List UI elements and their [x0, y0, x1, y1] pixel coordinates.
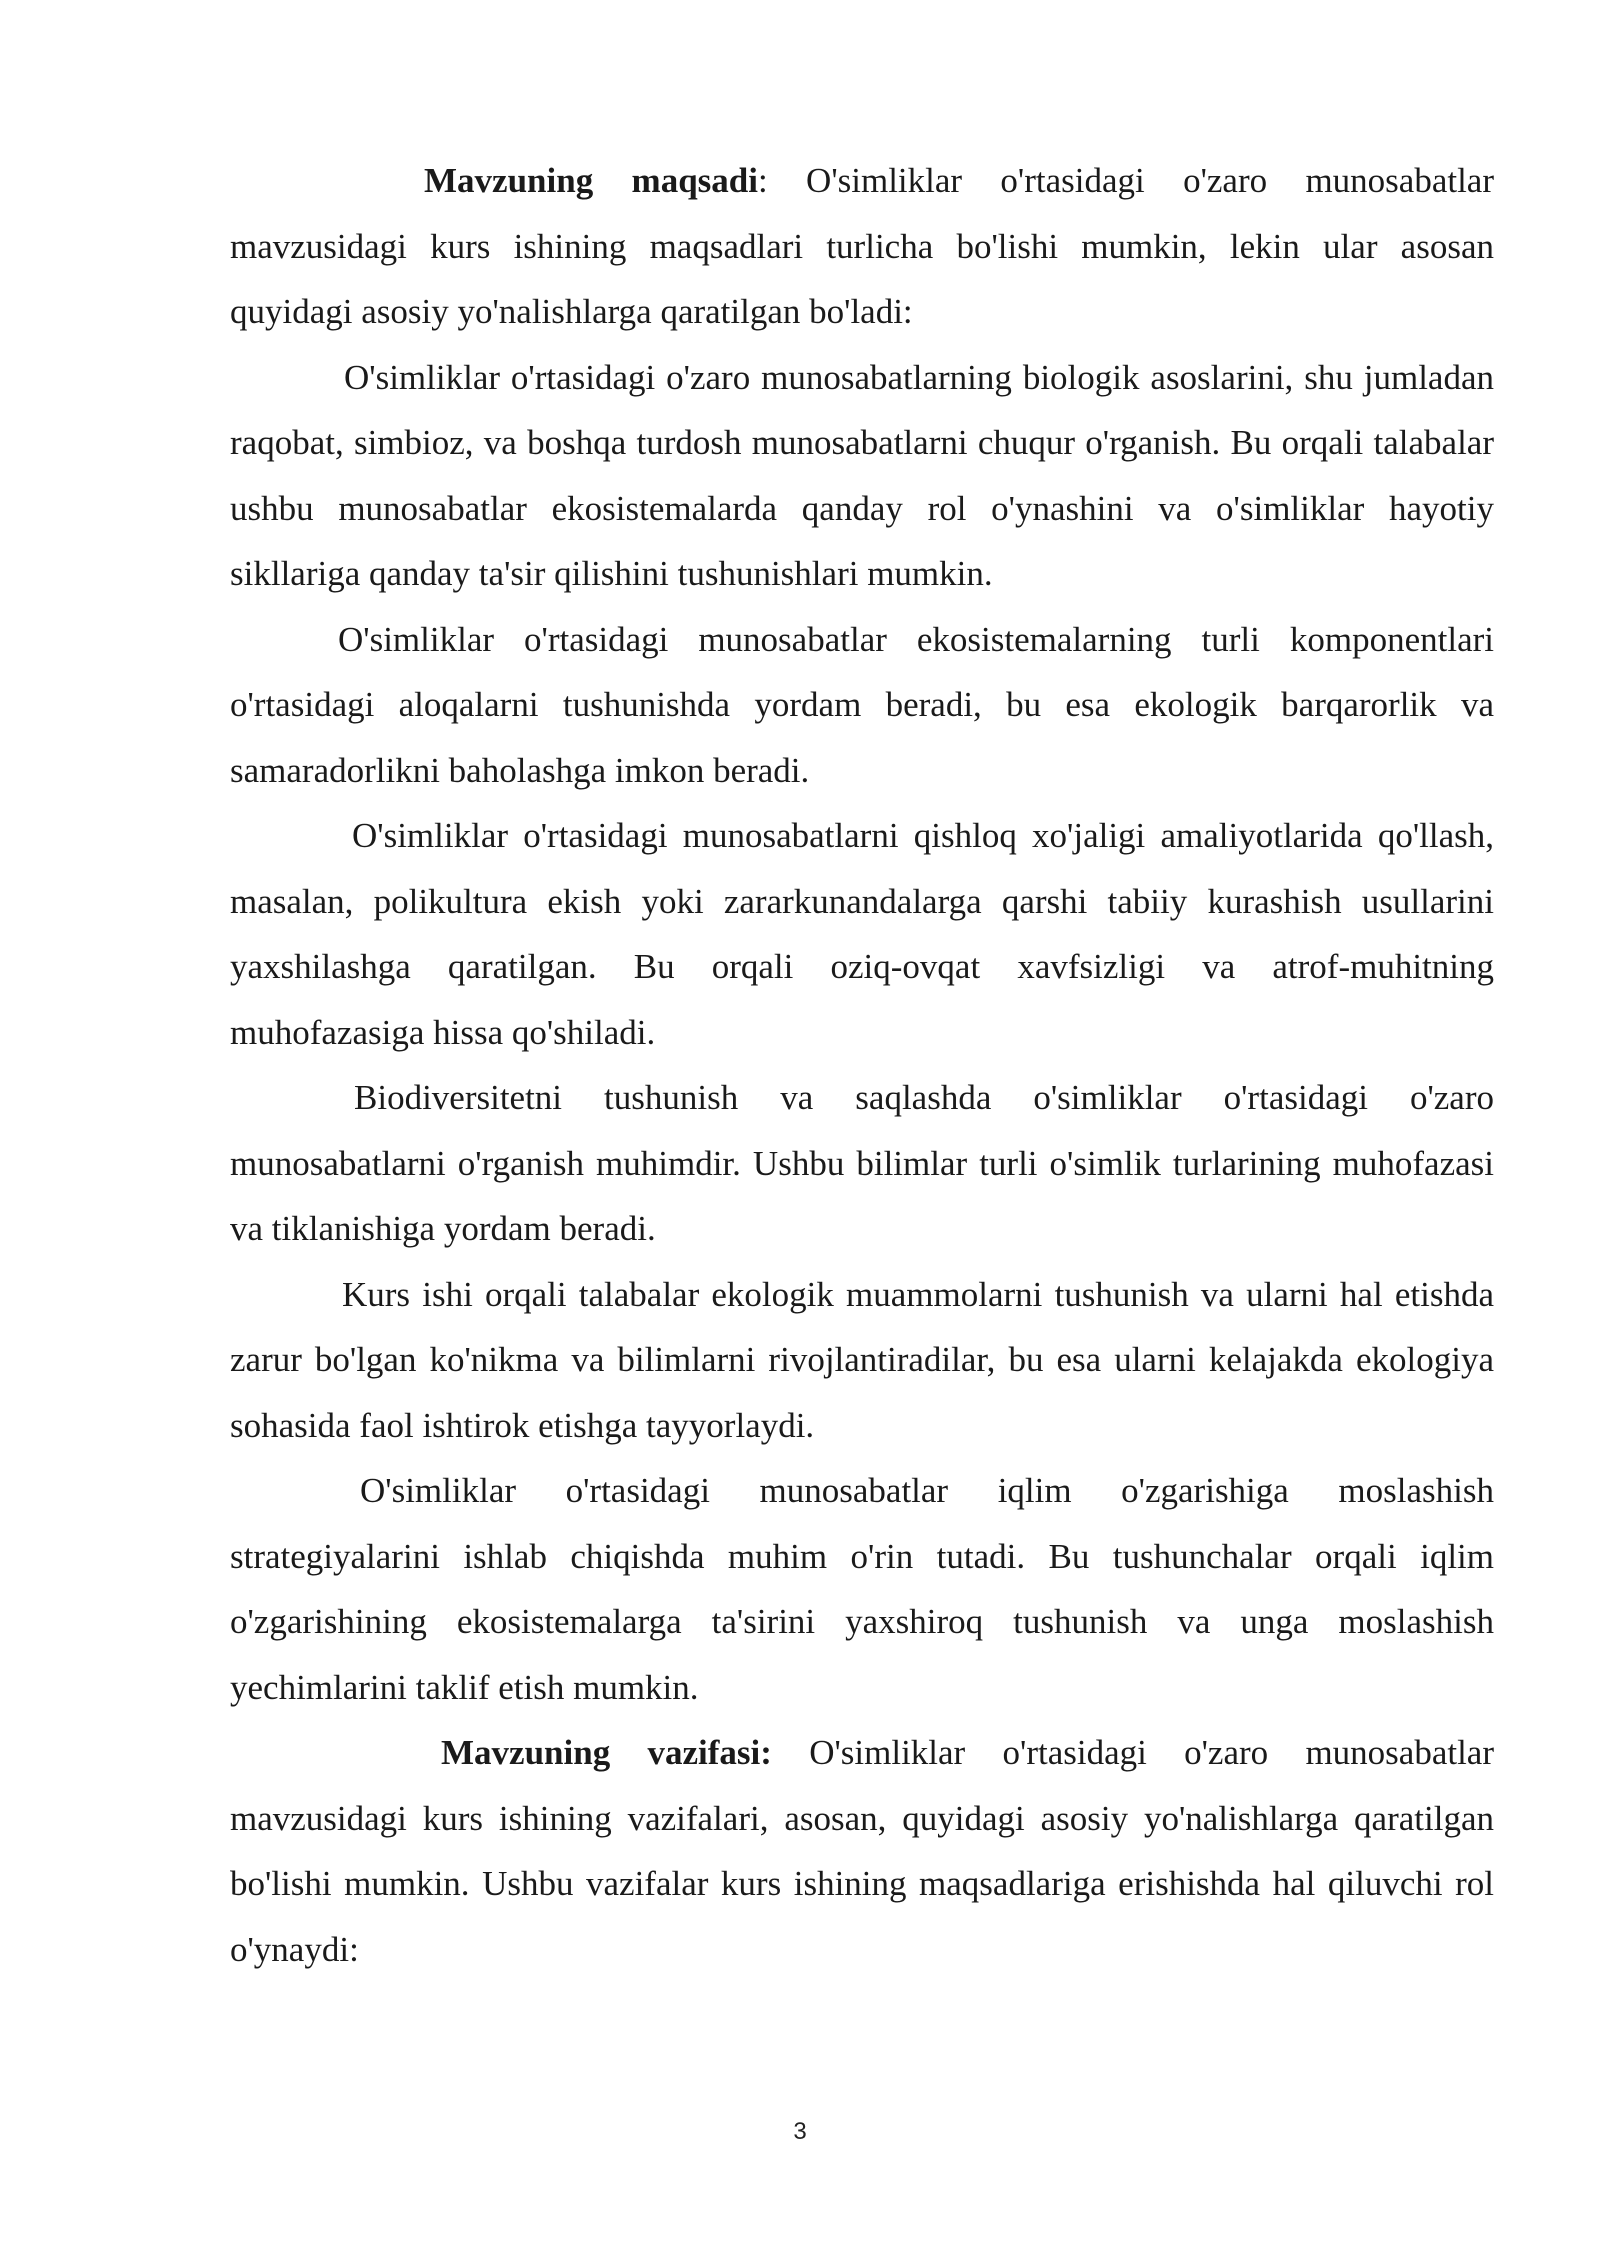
body-paragraph: O'simliklar o'rtasidagi munosabatlar iqlim o'zgarishiga moslashish strategiyalarini ishlab chiqishda muhim o'rin tutadi. Bu tushunchalar orqali iqlim o'zgarishining ekosistemalarga ta'sirini yaxshiroq tushunish va unga moslashish yechimlarini taklif etish mumkin. — [230, 1471, 1494, 1707]
body-paragraph: O'simliklar o'rtasidagi munosabatlar ekosistemalarning turli komponentlari o'rtasidagi aloqalarni tushunishda yordam beradi, bu esa ekologik barqarorlik va samaradorlikni baholashga imkon beradi. — [230, 619, 1494, 790]
body-paragraph: O'simliklar o'rtasidagi o'zaro munosabatlarning biologik asoslarini, shu jumladan raqobat, simbioz, va boshqa turdosh munosabatlarni chuqur o'rganish. Bu orqali talabalar ushbu munosabatlar ekosistemalarda qanday rol o'ynashini va o'simliklar hayotiy sikllariga qanday ta'sir qilishini tushunishlari mumkin. — [230, 357, 1494, 593]
goal-intro-text: O'simliklar o'rtasidagi o'zaro munosabatlar mavzusidagi kurs ishining maqsadlari turlicha bo'lishi mumkin, lekin ular asosan quyidagi asosiy yo'nalishlarga qaratilgan bo'ladi: — [230, 161, 1494, 331]
body-paragraph: Kurs ishi orqali talabalar ekologik muammolarni tushunish va ularni hal etishda zarur bo'lgan ko'nikma va bilimlarni rivojlantiradilar, bu esa ularni kelajakda ekologiya sohasida faol ishtirok etishga tayyorlaydi. — [230, 1274, 1494, 1445]
page-number: 3 — [793, 2118, 807, 2145]
page-body — [230, 148, 1494, 1982]
tasks-paragraph — [230, 1720, 1494, 1982]
tasks-intro-text: O'simliklar o'rtasidagi o'zaro munosabatlar mavzusidagi kurs ishining vazifalari, asosan, quyidagi asosiy yo'nalishlarga qaratilgan bo'lishi mumkin. Ushbu vazifalar kurs ishining maqsadlariga erishishda hal qiluvchi rol o'ynaydi: — [230, 1733, 1495, 1969]
goal-heading-colon: : — [757, 161, 768, 200]
goal-heading: Mavzuning maqsadi — [424, 161, 758, 200]
tasks-heading: Mavzuning vazifasi: — [441, 1733, 772, 1772]
body-paragraph: O'simliklar o'rtasidagi munosabatlarni qishloq xo'jaligi amaliyotlarida qo'llash, masalan, polikultura ekish yoki zararkunandalarga qarshi tabiiy kurashish usullarini yaxshilashga qaratilgan. Bu orqali oziq-ovqat xavfsizligi va atrof-muhitning muhofazasiga hissa qo'shiladi. — [230, 816, 1494, 1052]
goal-paragraph — [230, 148, 1494, 345]
body-paragraph: Biodiversitetni tushunish va saqlashda o'simliklar o'rtasidagi o'zaro munosabatlarni o'rganish muhimdir. Ushbu bilimlar turli o'simlik turlarining muhofazasi va tiklanishiga yordam beradi. — [230, 1078, 1494, 1248]
